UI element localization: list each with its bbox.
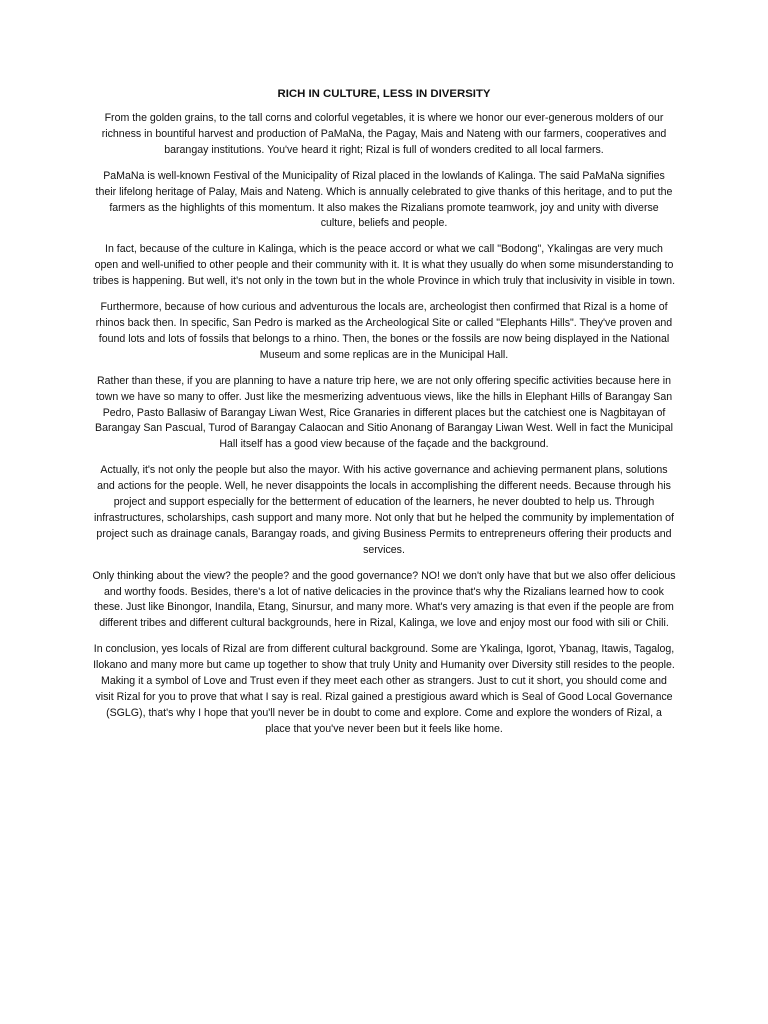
paragraph-nature-trip: Rather than these, if you are planning to have a nature trip here, we are not only offering specific activities because here in town we have so many to offer. Just like the mesmerizing adventuous views, like the hills in Elephant Hills of Barangay San Pedro, Pasto Ballasiw of Barangay Liwan West, Rice Granaries in different places but the catchiest one is Nagbitayan of Barangay San Pascual, Turod of Barangay Calaocan and Sitio Anonang of Barangay Liwan West. Well in fact the Municipal Hall itself has a good view because of the façade and the background. bbox=[95, 374, 673, 451]
paragraph-mayor: Actually, it's not only the people but also the mayor. With his active governance and achieving permanent plans, solutions and actions for the people. Well, he never disappoints the locals in accomplishing the different needs. Because through his project and support especially for the betterment of education of the learners, he never doubted to help us. Through infrastructures, scholarships, cash support and many more. Not only that but he helped the community by implementation of project such as drainage canals, Barangay roads, and giving Business Permits to entrepreneurs offering their products and services. bbox=[93, 464, 674, 556]
paragraph-bodong: In fact, because of the culture in Kalinga, which is the peace accord or what we call "Bodong", Ykalingas are very much open and well-unified to other people and their community with it. It is what they usually do when some misunderstanding to tribes is happening. But well, it's not only in the town but in the whole Province in which truly that inclusivity in visible in town. bbox=[92, 243, 676, 288]
paragraph-foods: Only thinking about the view? the people? and the good governance? NO! we don't only have that but we also offer delicious and worthy foods. Besides, there's a lot of native delicacies in the province that's why the Rizalians learned how to cook these. Just like Binongor, Inandila, Etang, Sinursur, and many more. What's very amazing is that even if the people are from different tribes and different cultural backgrounds, here in Rizal, Kalinga, we love and enjoy most our food with sili or Chili. bbox=[92, 569, 676, 630]
document-body bbox=[92, 86, 676, 748]
paragraph-archeology: Furthermore, because of how curious and adventurous the locals are, archeologist then confirmed that Rizal is a home of rhinos back then. In specific, San Pedro is marked as the Archeological Site or called "Elephants Hills". They've proven and found lots and lots of fossils that belongs to a rhino. Then, the bones or the fossils are now being displayed in the National Museum and some replicas are in the Municipal Hall. bbox=[95, 301, 673, 361]
paragraph-intro: From the golden grains, to the tall corns and colorful vegetables, it is where we honor our ever-generous molders of our richness in bountiful harvest and production of PaMaNa, the Pagay, Mais and Nateng with our farmers, cooperatives and barangay institutions. You've heard it right; Rizal is full of wonders credited to all local farmers. bbox=[101, 112, 667, 156]
document-title: RICH IN CULTURE, LESS IN DIVERSITY bbox=[277, 88, 491, 100]
paragraph-pamana-festival: PaMaNa is well-known Festival of the Municipality of Rizal placed in the lowlands of Kalinga. The said PaMaNa signifies their lifelong heritage of Palay, Mais and Nateng. Which is annually celebrated to give thanks of this heritage, and to put the farmers as the highlights of this momentum. It also makes the Rizalians promote teamwork, joy and unity with diverse culture, beliefs and people. bbox=[95, 169, 673, 230]
paragraph-conclusion: In conclusion, yes locals of Rizal are from different cultural background. Some are Ykalinga, Igorot, Ybanag, Itawis, Tagalog, Ilokano and many more but came up together to show that truly Unity and Humanity over Diversity still resides to the people. Making it a symbol of Love and Trust even if they meet each other as strangers. Just to cut it short, you should come and visit Rizal for you to prove that what I say is real. Rizal gained a prestigious award which is Seal of Good Local Governance (SGLG), that's why I hope that you'll never be in doubt to come and explore. Come and explore the wonders of Rizal, a place that you've never been but it feels like home. bbox=[93, 643, 675, 735]
